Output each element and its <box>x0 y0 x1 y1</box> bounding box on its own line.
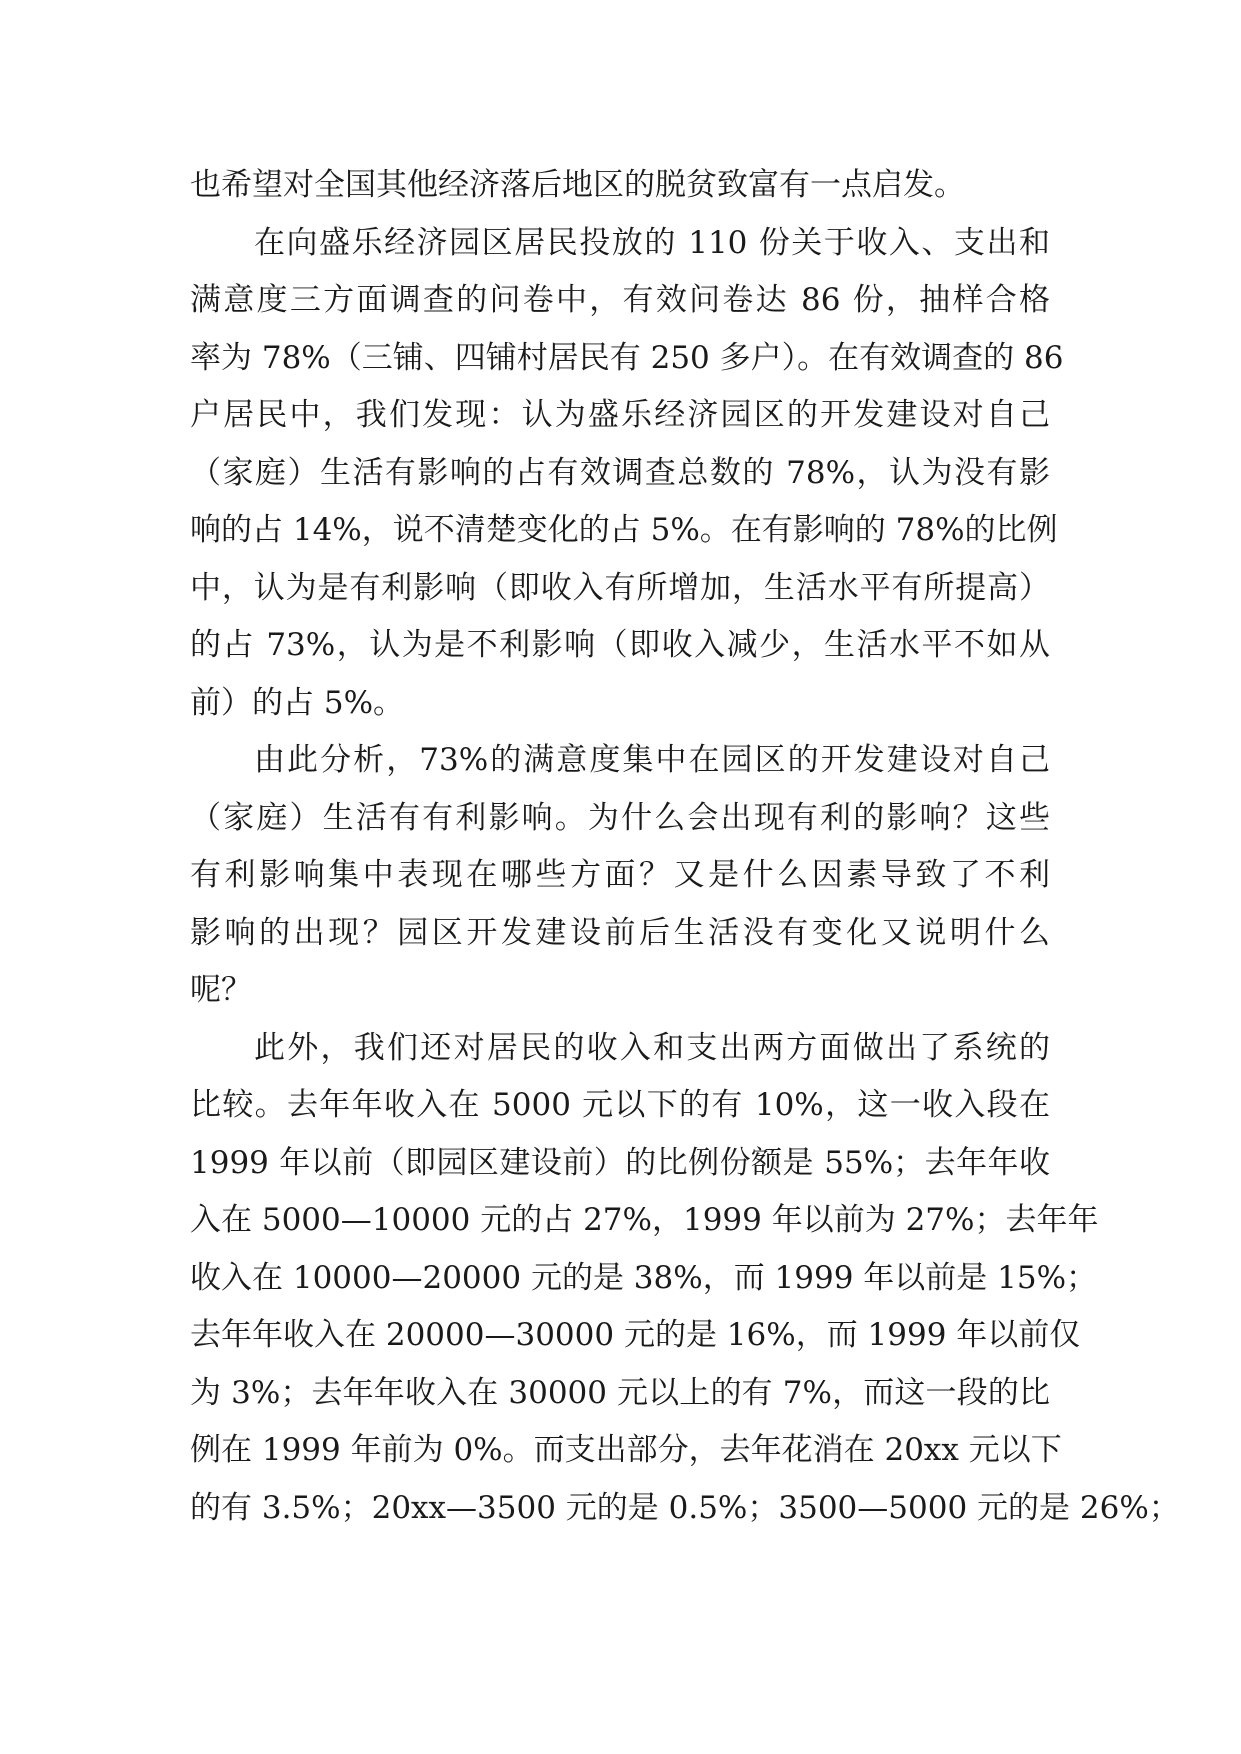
text-line: 1999 年以前（即园区建设前）的比例份额是 55%；去年年收 <box>190 1144 1050 1181</box>
text-line: 比较。去年年收入在 5000 元以下的有 10%，这一收入段在 <box>190 1087 1050 1123</box>
text-line: 满意度三方面调查的问卷中，有效问卷达 86 份，抽样合格 <box>190 282 1050 318</box>
text-line: 为 3%；去年年收入在 30000 元以上的有 7%，而这一段的比 <box>190 1374 1050 1411</box>
text-line: 的占 73%，认为是不利影响（即收入减少，生活水平不如从 <box>190 627 1050 663</box>
text-line: 入在 5000—10000 元的占 27%，1999 年以前为 27%；去年年 <box>190 1202 1099 1238</box>
text-line: 例在 1999 年前为 0%。而支出部分，去年花消在 20xx 元以下 <box>190 1432 1062 1468</box>
text-line: 率为 78%（三铺、四铺村居民有 250 多户）。在有效调查的 86 <box>190 339 1064 376</box>
text-line: 去年年收入在 20000—30000 元的是 16%，而 1999 年以前仅 <box>190 1317 1081 1353</box>
text-line: 收入在 10000—20000 元的是 38%，而 1999 年以前是 15%； <box>190 1259 1098 1296</box>
text-line: （家庭）生活有影响的占有效调查总数的 78%，认为没有影 <box>190 454 1050 491</box>
text-line: 的有 3.5%；20xx—3500 元的是 0.5%；3500—5000 元的是 26%； <box>190 1489 1180 1526</box>
text-line: （家庭）生活有有利影响。为什么会出现有利的影响？这些 <box>190 799 1050 836</box>
text-line: 响的占 14%，说不清楚变化的占 5%。在有影响的 78%的比例 <box>190 512 1058 548</box>
text-line: 有利影响集中表现在哪些方面？又是什么因素导致了不利 <box>190 857 1050 893</box>
text-line: 中，认为是有利影响（即收入有所增加，生活水平有所提高） <box>190 569 1050 606</box>
paragraph-start-line: 在向盛乐经济园区居民投放的 110 份关于收入、支出和 <box>254 224 1050 261</box>
text-line: 户居民中，我们发现：认为盛乐经济园区的开发建设对自己 <box>190 397 1050 433</box>
text-line: 也希望对全国其他经济落后地区的脱贫致富有一点启发。 <box>190 167 965 203</box>
body-text <box>190 157 1180 1537</box>
paragraph-end-line: 前）的占 5%。 <box>190 684 405 721</box>
paragraph-start-line: 由此分析，73%的满意度集中在园区的开发建设对自己 <box>254 742 1050 778</box>
paragraph-end-line: 呢？ <box>190 972 252 1008</box>
paragraph-start-line: 此外，我们还对居民的收入和支出两方面做出了系统的 <box>254 1029 1050 1066</box>
text-line: 影响的出现？园区开发建设前后生活没有变化又说明什么 <box>190 914 1050 951</box>
